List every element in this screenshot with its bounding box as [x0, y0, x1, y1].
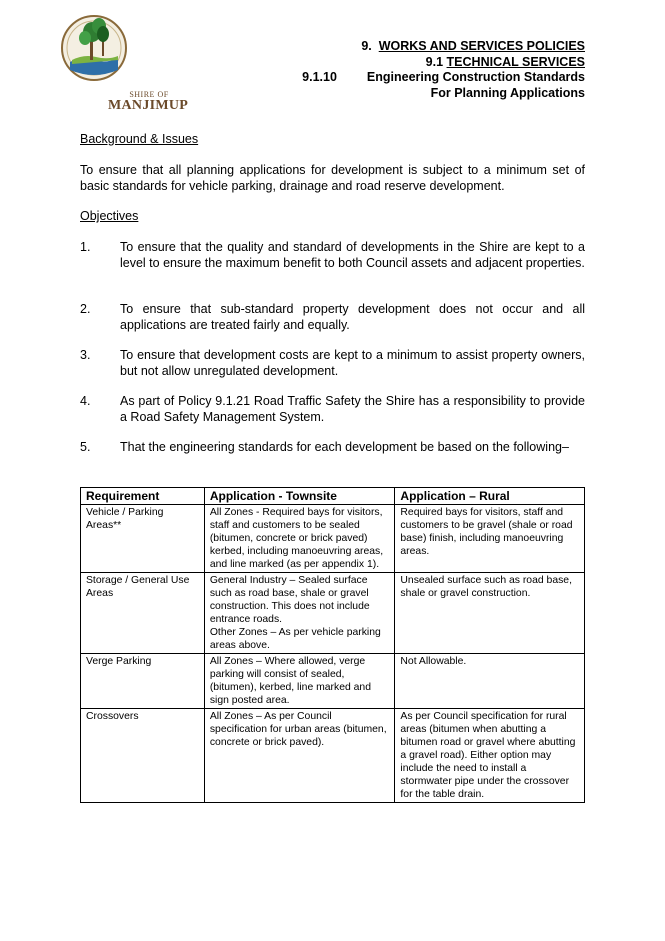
townsite-text: Other Zones – As per vehicle parking areas above. — [209, 627, 381, 651]
background-body: To ensure that all planning applications for development is subject to a minimum set of basic standards for vehicle parking, drainage and road reserve development. — [80, 163, 585, 193]
objective-item-1 — [80, 240, 585, 271]
header-policy-number: 9.1.10 — [302, 70, 337, 84]
rural-cell — [395, 573, 585, 654]
table-row — [81, 654, 585, 709]
header-subsection-number: 9.1 — [425, 54, 444, 69]
objective-text: That the engineering standards for each development be based on the following– — [120, 440, 569, 454]
header-subsection-title: TECHNICAL SERVICES — [446, 54, 585, 69]
objective-number: 2. — [80, 302, 91, 316]
header-line-4: For Planning Applications — [430, 85, 585, 100]
objectives-heading: Objectives — [80, 209, 139, 223]
requirement-cell: Verge Parking — [81, 654, 205, 709]
rural-cell — [395, 709, 585, 803]
logo-big-text: MANJIMUP — [108, 98, 189, 113]
table-row — [81, 573, 585, 654]
townsite-text: All Zones – Where allowed, verge parking will consist of sealed, (bitumen), kerbed, line marked and sign posted area. — [209, 656, 371, 706]
objective-number: 3. — [80, 348, 91, 362]
townsite-text: All Zones - Required bays for visitors, staff and customers to be sealed (bitumen, concrete or brick paved) kerbed, including manoeuvring areas, and line marked (as per appendix 1). — [209, 507, 384, 570]
table-row — [81, 709, 585, 803]
rural-text: Required bays for visitors, staff and customers to be gravel (shale or road base) finish, including manoeuvring areas. — [400, 507, 573, 557]
rural-cell — [395, 505, 585, 573]
requirement-cell: Storage / General Use Areas — [81, 573, 205, 654]
objective-text: As part of Policy 9.1.21 Road Traffic Safety the Shire has a responsibility to provide a Road Safety Management System. — [120, 394, 585, 424]
objective-text: To ensure that the quality and standard of developments in the Shire are kept to a level to ensure the maximum benefit to both Council assets and adjacent properties. — [120, 240, 585, 270]
rural-text: As per Council specification for rural areas (bitumen when abutting a bitumen road or gravel where abutting a gravel road). Either option may include the need to install a stormwater pipe under the crossover for the table drain. — [400, 711, 576, 800]
shire-logo — [52, 10, 189, 113]
rural-cell — [395, 654, 585, 709]
policy-header — [302, 39, 585, 101]
rural-text: Not Allowable. — [400, 656, 467, 667]
header-line-2 — [302, 55, 585, 71]
shire-logo-emblem — [52, 10, 136, 90]
objective-item-3 — [80, 348, 585, 379]
townsite-text: General Industry – Sealed surface such as road base, shale or gravel construction. This does not include entrance roads. — [209, 575, 370, 625]
table-header-row — [81, 488, 585, 505]
background-heading: Background & Issues — [80, 132, 199, 146]
objective-number: 4. — [80, 394, 91, 408]
townsite-cell — [204, 505, 395, 573]
column-header-rural: Application – Rural — [395, 488, 585, 505]
objective-number: 1. — [80, 240, 91, 254]
objective-text: To ensure that sub-standard property development does not occur and all applications are treated fairly and equally. — [120, 302, 585, 332]
header-section-title: WORKS AND SERVICES POLICIES — [378, 39, 585, 53]
header-line-1 — [302, 39, 585, 55]
table-row — [81, 505, 585, 573]
header-section-number: 9. — [361, 39, 372, 53]
townsite-cell — [204, 654, 395, 709]
townsite-cell — [204, 709, 395, 803]
objective-text: To ensure that development costs are kept to a minimum to assist property owners, but not allow unregulated development. — [120, 348, 585, 378]
requirement-cell: Vehicle / Parking Areas** — [81, 505, 205, 573]
townsite-cell — [204, 573, 395, 654]
header-policy-title: Engineering Construction Standards — [366, 70, 585, 84]
column-header-requirement: Requirement — [81, 488, 205, 505]
header-line-3 — [302, 70, 585, 86]
column-header-townsite: Application - Townsite — [204, 488, 395, 505]
standards-table — [80, 487, 585, 803]
objective-item-5 — [80, 440, 585, 456]
logo-small-text: SHIRE OF — [129, 90, 169, 99]
objective-item-4 — [80, 394, 585, 425]
objective-number: 5. — [80, 440, 91, 454]
rural-text: Unsealed surface such as road base, shale or gravel construction. — [400, 575, 572, 599]
townsite-text: All Zones – As per Council specification for urban areas (bitumen, concrete or brick paved). — [209, 711, 387, 748]
objective-item-2 — [80, 302, 585, 333]
requirement-cell: Crossovers — [81, 709, 205, 803]
